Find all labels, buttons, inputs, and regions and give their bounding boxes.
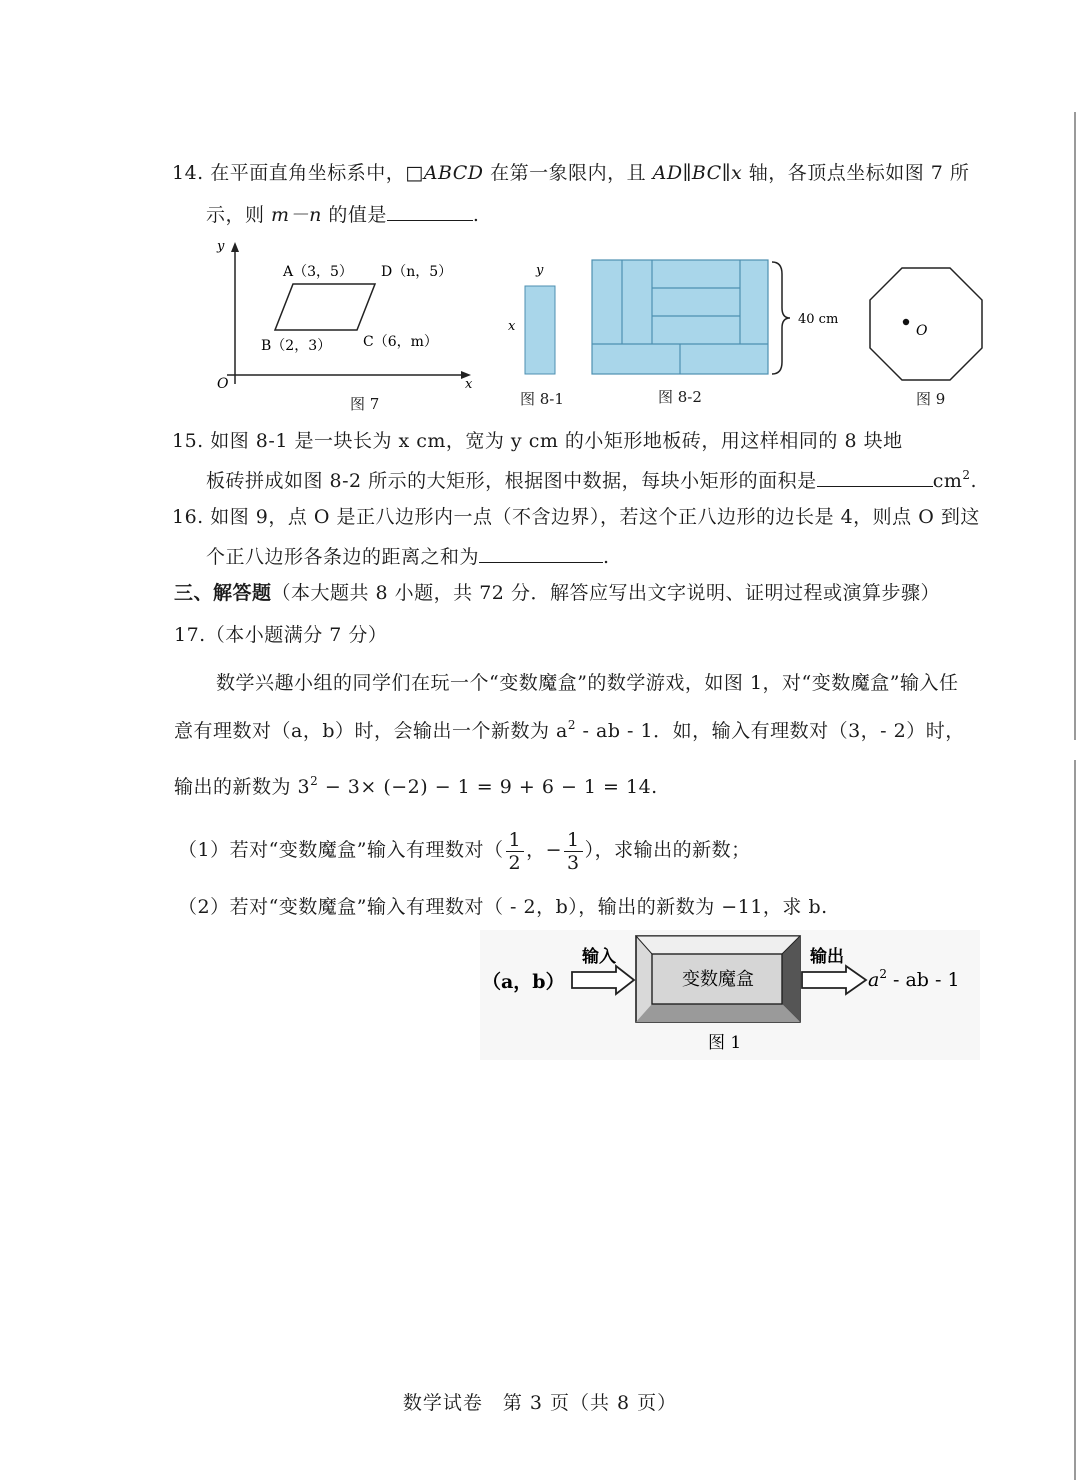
fig7-axis-y-label: y (217, 239, 225, 254)
fig8-1-label-y: y (536, 263, 544, 278)
fig1-caption: 图 1 (708, 1033, 742, 1053)
fig1-box-label: 变数魔盒 (682, 969, 754, 990)
q14-text-a: 在平面直角坐标系中， (210, 162, 406, 184)
q17-p3-a: 输出的新数为 3 (174, 776, 311, 798)
q16-answer-blank[interactable] (479, 542, 603, 563)
fig7-axis-x-label: x (465, 377, 473, 392)
section3-desc: （本大题共 8 小题，共 72 分．解答应写出文字说明、证明过程或演算步骤） (271, 582, 940, 604)
q15-number: 15. (172, 430, 204, 452)
q17-sub1-sep: ，− (526, 839, 563, 861)
fig1-input-label: 输入 (582, 947, 616, 967)
q17-p3-b: − 3× (−2) − 1 = 9 + 6 − 1 = 14. (318, 776, 658, 798)
page-edge-line-lower (1074, 760, 1076, 1480)
fig8-2-brace (772, 262, 790, 374)
fig7-caption: 图 7 (350, 395, 380, 413)
fig8-1-label-x: x (508, 319, 516, 334)
page-footer: 数学试卷 第 3 页（共 8 页） (402, 1392, 678, 1414)
fig8-1-caption: 图 8-1 (520, 390, 564, 408)
figure-8-1 (500, 258, 570, 378)
fig8-2-dimension: 40 cm (798, 312, 839, 327)
q17-p3-sup: 2 (310, 774, 319, 788)
figure-7 (205, 236, 485, 416)
q14-line2 (206, 200, 479, 228)
q17-paragraph-1: 数学兴趣小组的同学们在玩一个“变数魔盒”的数学游戏，如图 1，对“变数魔盒”输入任 (216, 672, 959, 694)
q17-sub1-b: ），求输出的新数； (584, 839, 751, 861)
fig7-label-c: C（6，m） (363, 334, 438, 350)
q17-p2-a: 意有理数对（a，b）时，会输出一个新数为 a (174, 720, 568, 742)
fig9-point (903, 319, 909, 325)
q14-text-b: 在第一象限内，且 (483, 162, 653, 184)
q14-answer-blank[interactable] (387, 200, 473, 221)
fig1-output-label: 输出 (810, 947, 844, 967)
q15-line2 (206, 466, 977, 494)
fig7-parallelogram (275, 284, 375, 330)
fig1-box-top-bevel (636, 936, 800, 954)
q15-text-2: 板砖拼成如图 8-2 所示的大矩形，根据图中数据，每块小矩形的面积是 (206, 470, 817, 492)
q14-text-e: 的值是 (321, 204, 387, 226)
fig7-label-a: A（3，5） (283, 264, 353, 280)
q14-line1 (172, 160, 969, 186)
q15-line1 (172, 428, 903, 454)
q17-paragraph-2 (174, 718, 965, 744)
q17-fraction-1-num: 1 (506, 829, 525, 852)
section3-title: 三、解答题 (174, 582, 272, 604)
fig7-label-b: B（2，3） (261, 338, 332, 354)
q14-text-d: 示，则 (206, 204, 272, 226)
q16-line2 (206, 542, 610, 570)
q14-end: . (472, 204, 480, 226)
q17-fraction-2 (564, 829, 583, 874)
fig9-point-label: O (916, 323, 928, 339)
fig1-input-pair: （a，b） (482, 971, 565, 993)
q17-fraction-1 (506, 829, 525, 874)
q17-sub1-a: （1）若对“变数魔盒”输入有理数对（ (178, 839, 504, 861)
q14-parallel-expr: AD∥BC∥x (652, 162, 743, 184)
q15-unit-sup: 2 (962, 468, 971, 482)
q15-end: . (970, 470, 978, 492)
q15-unit: cm (932, 470, 963, 492)
q17-fraction-2-num: 1 (564, 829, 583, 852)
fig7-origin-label: O (217, 376, 229, 392)
q17-fraction-1-den: 2 (508, 851, 522, 874)
figure-1 (480, 930, 980, 1060)
q17-paragraph-3 (174, 774, 658, 800)
q15-text-1: 如图 8-1 是一块长为 x cm，宽为 y cm 的小矩形地板砖，用这样相同的 8 块地 (210, 430, 903, 452)
figure-8-2 (588, 256, 848, 380)
q16-number: 16. (172, 506, 204, 528)
q17-sub2: （2）若对“变数魔盒”输入有理数对（ - 2，b），输出的新数为 −11，求 b. (178, 896, 828, 918)
q17-p2-sup: 2 (567, 718, 576, 732)
fig8-2-caption: 图 8-2 (658, 388, 702, 406)
fig9-caption: 图 9 (916, 390, 946, 408)
q16-text-2: 个正八边形各条边的距离之和为 (206, 546, 480, 568)
figure-9 (862, 262, 992, 386)
q14-parallelogram: □ABCD (405, 162, 484, 184)
q17-sub1 (178, 824, 751, 876)
q15-answer-blank[interactable] (817, 466, 933, 487)
fig8-1-tile (525, 286, 555, 374)
section3-heading (174, 580, 940, 606)
fig1-output-expr-a: a (868, 969, 880, 991)
q17-p2-b: - ab - 1．如，输入有理数对（3，- 2）时， (576, 720, 965, 742)
q16-end: . (603, 546, 610, 568)
q14-number: 14. (172, 162, 204, 184)
q17-fraction-2-den: 3 (567, 851, 580, 874)
fig1-output-expr-sup: 2 (879, 967, 887, 981)
q14-expr: m－n (271, 204, 322, 226)
fig7-label-d: D（n，5） (381, 264, 453, 280)
q17-header: 17.（本小题满分 7 分） (174, 624, 388, 646)
fig1-output-expr-b: - ab - 1 (886, 969, 960, 991)
q16-line1 (172, 504, 980, 530)
q14-text-c: 轴，各顶点坐标如图 7 所 (742, 162, 970, 184)
fig1-box-bottom-bevel (636, 1004, 800, 1022)
fig7-y-arrow (231, 242, 239, 252)
q16-text-1: 如图 9，点 O 是正八边形内一点（不含边界），若这个正八边形的边长是 4，则点 O 到这 (210, 506, 980, 528)
page-edge-line-upper (1074, 112, 1076, 740)
